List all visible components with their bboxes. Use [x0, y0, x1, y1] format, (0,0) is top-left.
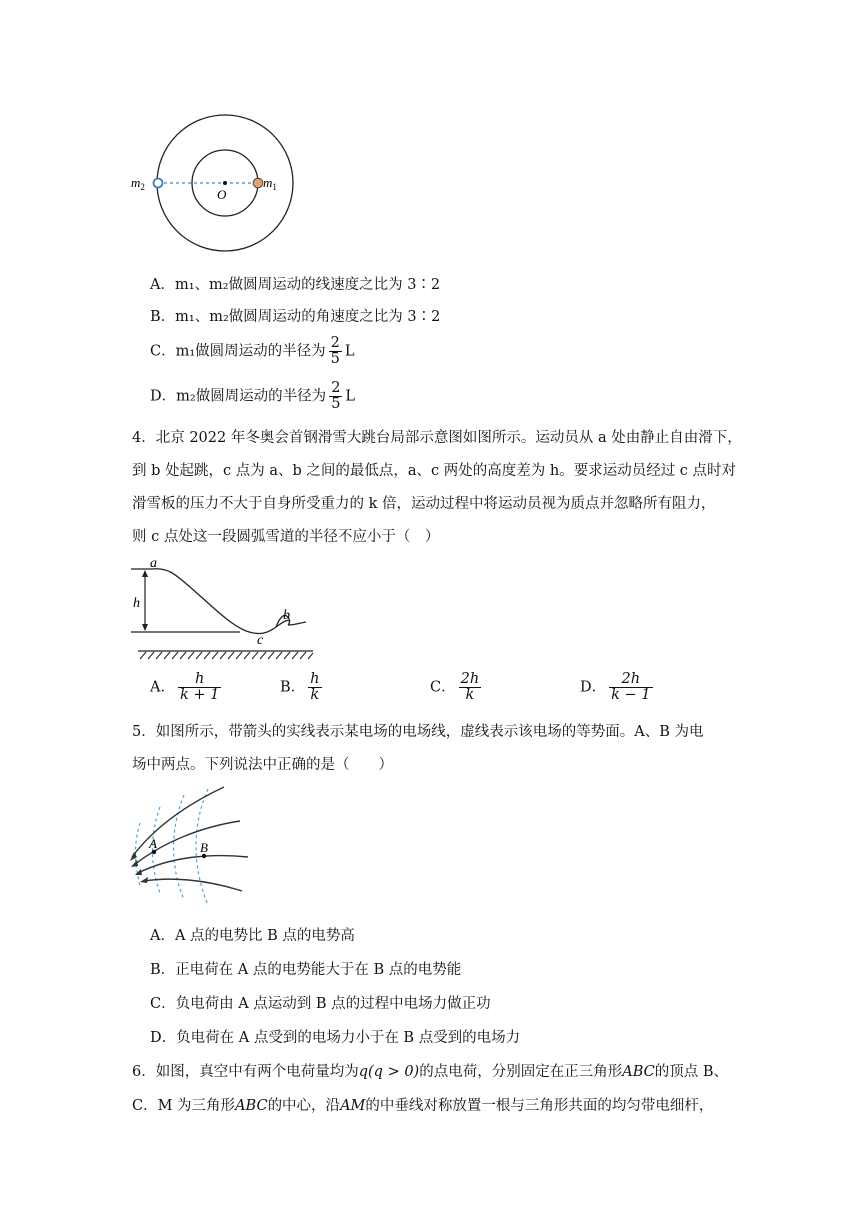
q4-option-d[interactable]	[580, 672, 656, 703]
q5-stem-line-1: 5．如图所示，带箭头的实线表示某电场的电场线，虚线表示该电场的等势面。A、B 为电	[132, 724, 704, 740]
q4-stem-line-4: 则 c 点处这一段圆弧雪道的半径不应小于（ ）	[132, 529, 440, 545]
q4-option-a-fraction: $\frac{h}{k + 1}$	[179, 671, 220, 704]
center-label: O	[217, 187, 227, 202]
q4-stem-line-3: 滑雪板的压力不大于自身所受重力的 k 倍，运动过程中将运动员视为质点并忽略所有阻力，	[132, 496, 716, 512]
q3-option-d-fraction: $\frac{2}{5}$	[331, 380, 341, 413]
m2-label: $m_2$	[131, 175, 145, 192]
equipotential-lines	[136, 789, 209, 905]
q6-stem-line-2: C．M 为三角形ABC的中心，沿AM的中垂线对称放置一根与三角形共面的均匀带电细杆，	[132, 1098, 714, 1114]
q3-option-c-fraction: $\frac{2}{5}$	[330, 335, 340, 368]
q3-option-a[interactable]: A．m₁、m₂做圆周运动的线速度之比为 3∶2	[150, 277, 441, 293]
q6-charge-expression: q(q > 0)	[358, 1064, 420, 1080]
point-a-label: A	[149, 836, 157, 851]
q4-stem-line-2: 到 b 处起跳，c 点为 a、b 之间的最低点，a、c 两处的高度差为 h。要求运动员经过 c 点时对	[132, 463, 737, 479]
q6-stem-line-1: 6．如图，真空中有两个电荷量均为q(q > 0)的点电荷，分别固定在正三角形ABC的顶点 B、	[132, 1064, 728, 1080]
q4-option-a-letter: A．	[150, 679, 175, 696]
point-c-label: c	[257, 633, 264, 648]
q4-option-b-letter: B．	[280, 679, 306, 696]
mass-m2	[154, 179, 163, 188]
q4-stem-line-1: 4．北京 2022 年冬奥会首钢滑雪大跳台局部示意图如图所示。运动员从 a 处由静止自由滑下，	[132, 430, 742, 446]
point-b-label: b	[283, 608, 290, 623]
q3-option-d-text: D．m₂做圆周运动的半径为	[150, 388, 327, 405]
q4-option-a[interactable]	[150, 672, 224, 703]
point-a-label: a	[150, 556, 157, 571]
q4-option-d-letter: D．	[580, 679, 607, 696]
q4-option-c-letter: C．	[430, 679, 456, 696]
q5-field-figure	[120, 785, 260, 910]
q4-option-c-fraction: $\frac{2h}{k}$	[460, 671, 480, 704]
q5-option-c[interactable]: C．负电荷由 A 点运动到 B 点的过程中电场力做正功	[150, 996, 491, 1012]
q3-orbit-figure	[120, 100, 320, 270]
q3-option-d[interactable]	[150, 381, 355, 412]
mass-m1	[253, 178, 263, 188]
q3-option-c-text: C．m₁做圆周运动的半径为	[150, 343, 326, 360]
q4-option-b-fraction: $\frac{h}{k}$	[310, 671, 320, 704]
q3-option-c[interactable]	[150, 336, 355, 367]
q4-option-b[interactable]	[280, 672, 325, 703]
q3-option-b[interactable]: B．m₁、m₂做圆周运动的角速度之比为 3∶2	[150, 309, 441, 325]
q3-option-c-unit: L	[344, 343, 355, 360]
q4-option-c[interactable]	[430, 672, 484, 703]
q5-option-b[interactable]: B．正电荷在 A 点的电势能大于在 B 点的电势能	[150, 962, 462, 978]
q5-option-a[interactable]: A．A 点的电势比 B 点的电势高	[150, 928, 355, 944]
q4-ski-jump-figure	[128, 555, 328, 665]
point-b-label: B	[200, 840, 208, 855]
q5-option-d[interactable]: D．负电荷在 A 点受到的电场力小于在 B 点受到的电场力	[150, 1030, 521, 1046]
height-h-label: h	[133, 596, 140, 611]
q4-option-d-fraction: $\frac{2h}{k - 1}$	[611, 671, 651, 704]
center-point	[223, 181, 227, 185]
slope-curve	[152, 569, 290, 634]
q5-stem-line-2: 场中两点。下列说法中正确的是（ ）	[132, 757, 393, 773]
m1-label: $m_1$	[263, 175, 277, 192]
q3-option-d-unit: L	[345, 388, 356, 405]
